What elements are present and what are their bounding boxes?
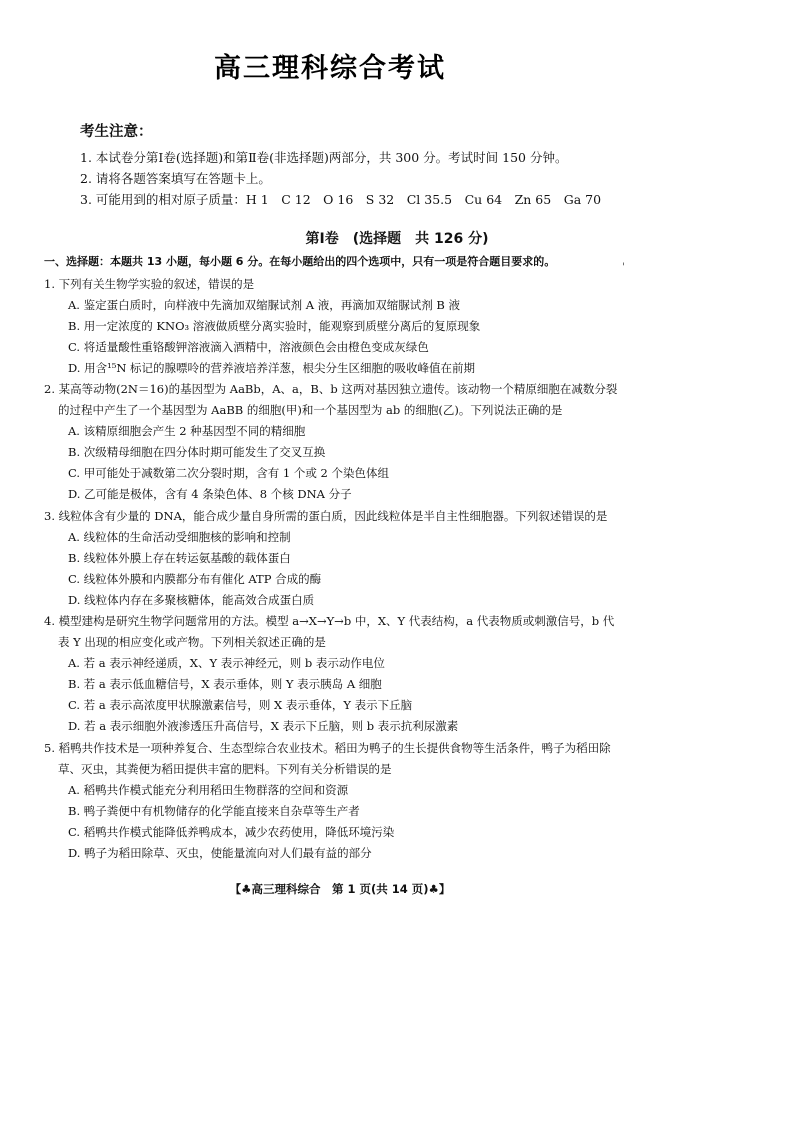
question-1 bbox=[44, 274, 624, 379]
option-c: C. 若 a 表示高浓度甲状腺激素信号，则 X 表示垂体，Y 表示下丘脑 bbox=[68, 698, 413, 712]
page-footer: 【♣高三理科综合 第 1 页(共 14 页)♣】 bbox=[229, 882, 451, 896]
notice-heading: 考生注意： bbox=[80, 124, 153, 140]
option-c: C. 将适量酸性重铬酸钾溶液滴入酒精中，溶液颜色会由橙色变成灰绿色 bbox=[68, 339, 429, 354]
exam-notice bbox=[80, 120, 760, 210]
question-stem: 3. 线粒体含有少量的 DNA，能合成少量自身所需的蛋白质，因此线粒体是半自主性细胞器。下列叙述错误的是 bbox=[44, 508, 608, 523]
option-c: C. 线粒体外膜和内膜都分布有催化 ATP 合成的酶 bbox=[68, 571, 322, 586]
notice-item: 1. 本试卷分第Ⅰ卷(选择题)和第Ⅱ卷(非选择题)两部分，共 300 分。考试时间 150 分钟。 bbox=[80, 150, 568, 165]
option-d: D. 若 a 表示细胞外液渗透压升高信号，X 表示下丘脑，则 b 表示抗利尿激素 bbox=[68, 719, 459, 733]
question-list bbox=[44, 273, 624, 864]
option-d: D. 线粒体内存在多聚核糖体，能高效合成蛋白质 bbox=[68, 592, 315, 607]
option-a: A. 若 a 表示神经递质，X、Y 表示神经元，则 b 表示动作电位 bbox=[68, 656, 385, 670]
question-5 bbox=[44, 738, 624, 864]
option-d: D. 乙可能是极体，含有 4 条染色体、8 个核 DNA 分子 bbox=[68, 487, 352, 501]
option-a: A. 稻鸭共作模式能充分利用稻田生物群落的空间和资源 bbox=[68, 782, 349, 797]
page-title: 高三理科综合考试 bbox=[214, 53, 446, 84]
option-b: B. 次级精母细胞在四分体时期可能发生了交叉互换 bbox=[68, 445, 326, 459]
option-b: B. 用一定浓度的 KNO₃ 溶液做质壁分离实验时，能观察到质壁分离后的复原现象 bbox=[68, 318, 481, 333]
option-a: A. 线粒体的生命活动受细胞核的影响和控制 bbox=[68, 529, 291, 544]
option-c: C. 稻鸭共作模式能降低养鸭成本，减少农药使用，降低环境污染 bbox=[68, 824, 395, 839]
option-c: C. 甲可能处于减数第二次分裂时期，含有 1 个或 2 个染色体组 bbox=[68, 466, 389, 480]
section-title: 第Ⅰ卷 (选择题 共 126 分) bbox=[305, 231, 489, 247]
option-b: B. 线粒体外膜上存在转运氨基酸的载体蛋白 bbox=[68, 550, 291, 565]
option-b: B. 鸭子粪便中有机物储存的化学能直接来自杂草等生产者 bbox=[68, 803, 360, 818]
question-stem: 2. 某高等动物(2N＝16)的基因型为 AaBb，A、a，B、b 这两对基因独立遗传。该动物一个精原细胞在减数分裂的过程中产生了一个基因型为 AaBB 的细胞(甲)和一个基因型为 ab 的细胞(乙)。下列说法正确的是 bbox=[44, 382, 618, 417]
notice-item: 3. 可能用到的相对原子质量：H 1 C 12 O 16 S 32 Cl 35.5 Cu 64 Zn 65 Ga 70 bbox=[80, 192, 602, 207]
option-d: D. 用含¹⁵N 标记的腺嘌呤的营养液培养洋葱，根尖分生区细胞的吸收峰值在前期 bbox=[68, 360, 476, 375]
option-b: B. 若 a 表示低血糖信号，X 表示垂体，则 Y 表示胰岛 A 细胞 bbox=[68, 677, 382, 691]
stray-mark: ' bbox=[622, 262, 625, 273]
question-4 bbox=[44, 611, 624, 737]
question-2 bbox=[44, 379, 624, 505]
notice-item: 2. 请将各题答案填写在答题卡上。 bbox=[80, 171, 271, 186]
option-a: A. 该精原细胞会产生 2 种基因型不同的精细胞 bbox=[68, 424, 306, 438]
question-stem: 1. 下列有关生物学实验的叙述，错误的是 bbox=[44, 276, 255, 291]
option-a: A. 鉴定蛋白质时，向样液中先滴加双缩脲试剂 A 液，再滴加双缩脲试剂 B 液 bbox=[68, 297, 460, 312]
section-instructions: 一、选择题：本题共 13 小题，每小题 6 分。在每小题给出的四个选项中，只有一项是符合题目要求的。 bbox=[44, 255, 556, 268]
question-stem: 4. 模型建构是研究生物学问题常用的方法。模型 a→X→Y→b 中，X、Y 代表结构，a 代表物质或刺激信号，b 代表 Y 出现的相应变化或产物。下列相关叙述正确的是 bbox=[44, 614, 615, 649]
option-d: D. 鸭子为稻田除草、灭虫，使能量流向对人们最有益的部分 bbox=[68, 845, 372, 860]
question-stem: 5. 稻鸭共作技术是一项种养复合、生态型综合农业技术。稻田为鸭子的生长提供食物等生活条件，鸭子为稻田除草、灭虫，其粪便为稻田提供丰富的肥料。下列有关分析错误的是 bbox=[44, 740, 611, 776]
question-3 bbox=[44, 506, 624, 611]
